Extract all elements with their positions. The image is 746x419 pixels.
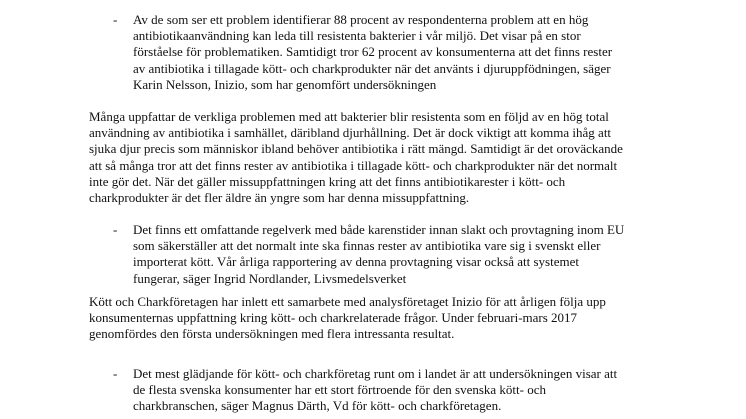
text-line: fungerar, säger Ingrid Nordlander, Livsmedelsverket [133, 270, 407, 286]
paragraph-collaboration [89, 294, 674, 343]
bullet-dash: - [113, 222, 118, 237]
text-line: konsumenternas uppfattning kring kött- och charkrelaterade frågor. Under februari-mars 2017 [89, 310, 578, 326]
text-line: sjuka djur precis som människor ibland behöver antibiotika i rätt mängd. Samtidigt är det oroväckande [89, 141, 623, 157]
text-line: användning av antibiotika i samhället, däribland djurhållning. Det är dock viktigt att komma ihåg att [89, 125, 612, 141]
paragraph-resistance [89, 109, 674, 206]
text-line: genomfördes den första undersökningen med flera intressanta resultat. [89, 326, 455, 342]
text-line: som säkerställer att det normalt inte ska finnas rester av antibiotika vare sig i svenskt eller [133, 238, 601, 254]
quote-magnus-darth [113, 366, 658, 415]
paragraph-text [89, 294, 674, 343]
text-line: antibiotikaanvändning kan leda till resistenta bakterier i vår miljö. Det visar på en stor [133, 28, 581, 44]
bullet-dash: - [113, 12, 118, 27]
quote-text [133, 12, 658, 93]
text-line: charkprodukter är det fler äldre än yngre som har denna missuppfattning. [89, 190, 470, 206]
text-line: Av de som ser ett problem identifierar 88 procent av respondenterna problem att en hög [133, 12, 589, 27]
text-line: förståelse för problematiken. Samtidigt tror 62 procent av konsumenterna att det finns rester [133, 44, 613, 60]
quote-text [133, 222, 658, 287]
paragraph-text [89, 109, 674, 206]
text-line: Kött och Charkföretagen har inlett ett samarbete med analysföretaget Inizio för att årligen följa upp [89, 294, 606, 309]
text-line: att så många tror att det finns rester av antibiotika i tillagade kött- och charkprodukter när det normalt [89, 157, 618, 173]
text-line: Många uppfattar de verkliga problemen med att bakterier blir resistenta som en följd av en hög total [89, 109, 609, 124]
text-line: charkbranschen, säger Magnus Därth, Vd för kött- och charkföretagen. [133, 398, 502, 414]
text-line: de flesta svenska konsumenter har ett stort förtroende för den svenska kött- och [133, 382, 546, 398]
quote-karin-nelsson [113, 12, 658, 93]
text-line: av antibiotika i tillagade kött- och charkprodukter när det använts i djuruppfödningen, säger [133, 60, 611, 76]
text-line: Det finns ett omfattande regelverk med både karenstider innan slakt och provtagning inom EU [133, 222, 625, 237]
quote-ingrid-nordlander [113, 222, 658, 287]
text-line: Det mest glädjande för kött- och charkföretag runt om i landet är att undersökningen visar att [133, 366, 618, 381]
text-line: importerat kött. Vår årliga rapportering av denna provtagning visar också att systemet [133, 254, 579, 270]
text-line: inte gör det. När det gäller missuppfattningen kring att det finns antibiotikarester i kött- och [89, 173, 566, 189]
bullet-dash: - [113, 366, 118, 381]
text-line: Karin Nelsson, Inizio, som har genomfört undersökningen [133, 76, 437, 92]
quote-text [133, 366, 658, 415]
